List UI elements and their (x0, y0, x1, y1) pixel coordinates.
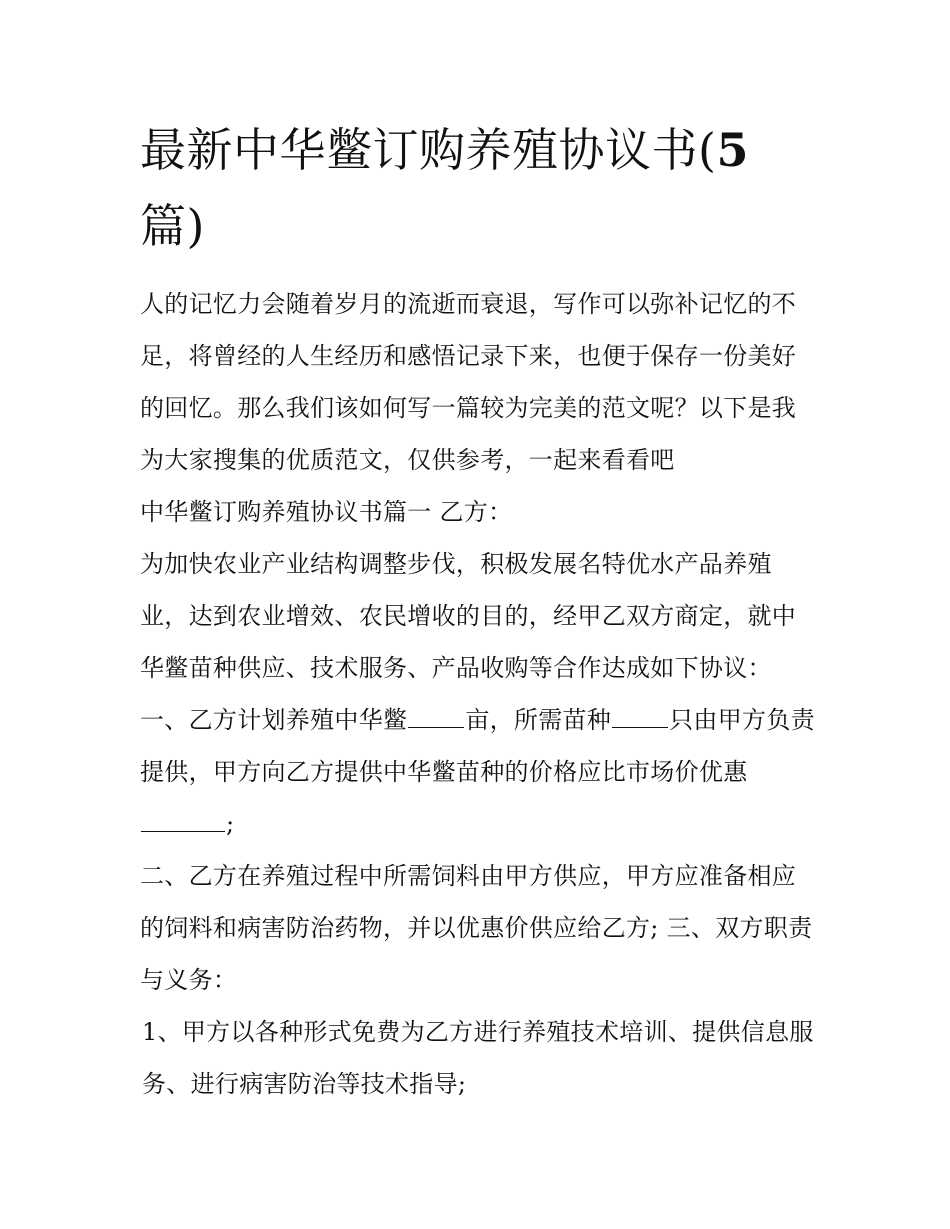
blank-line-acres (408, 705, 464, 728)
clause-2: 二、乙方在养殖过程中所需饲料由甲方供应，甲方应准备相应的饲料和病害防治药物，并以优惠价供应给乙方; 三、双方职责与义务： (140, 862, 813, 994)
title-tail: 篇) (140, 199, 205, 253)
title-main: 最新中华鳖订购养殖协议书( (140, 123, 717, 177)
blank-line-quantity (612, 705, 668, 728)
clause-1 (140, 694, 820, 850)
clause-1-part-b: 亩，所需苗种 (465, 706, 612, 734)
intro-paragraph: 人的记忆力会随着岁月的流逝而衰退，写作可以弥补记忆的不足，将曾经的人生经历和感悟记录下来，也便于保存一份美好的回忆。那么我们该如何写一篇较为完美的范文呢？以下是我为大家搜集的优质范文，仅供参考，一起来看看吧 (140, 290, 797, 474)
clause-1-end: ; (226, 810, 235, 838)
clause-1-part-a: 一、乙方计划养殖中华鳖 (140, 706, 408, 734)
title-number: 5 (716, 123, 749, 177)
document-title (140, 112, 820, 264)
section-heading: 中华鳖订购养殖协议书篇一 乙方： (140, 498, 513, 526)
purpose-paragraph: 为加快农业产业结构调整步伐，积极发展名特优水产品养殖业，达到农业增效、农民增收的目的，经甲乙双方商定，就中华鳖苗种供应、技术服务、产品收购等合作达成如下协议： (140, 550, 797, 682)
item-1: 1、甲方以各种形式免费为乙方进行养殖技术培训、提供信息服务、进行病害防治等技术指导; (142, 1018, 814, 1098)
document-body (140, 278, 820, 1110)
blank-line-discount (141, 809, 225, 832)
clause-1-part-c: 只由甲方负责提供，甲方向乙方提供中华鳖苗种的价格应比市场价优惠 (140, 706, 815, 786)
